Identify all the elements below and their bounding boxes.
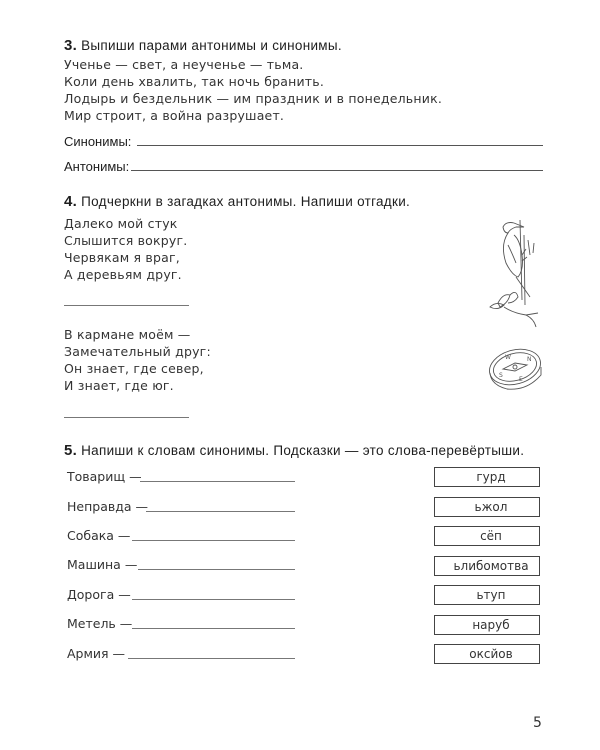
hint-box: ьлибомотва bbox=[434, 556, 540, 576]
task-3-number: 3. bbox=[64, 37, 78, 54]
synonym-answer-line[interactable] bbox=[140, 481, 295, 482]
word-label: Неправда — bbox=[67, 499, 148, 514]
task-5-instruction: Напиши к словам синонимы. Подсказки — это слова-перевёртыши. bbox=[81, 443, 525, 458]
svg-text:S: S bbox=[499, 372, 503, 379]
hint-box: ьжол bbox=[434, 497, 540, 517]
word-label: Товарищ — bbox=[67, 469, 142, 484]
synonym-answer-line[interactable] bbox=[138, 569, 295, 570]
synonym-answer-line[interactable] bbox=[132, 599, 295, 600]
hint-box: ьтуп bbox=[434, 585, 540, 605]
hint-box: гурд bbox=[434, 467, 540, 487]
word-label: Армия — bbox=[67, 646, 126, 661]
antonyms-label: Антонимы: bbox=[64, 159, 130, 174]
task-3-instruction: Выпиши парами антонимы и синонимы. bbox=[81, 38, 342, 53]
hint-box: оксйов bbox=[434, 644, 540, 664]
task-4-instruction: Подчеркни в загадках антонимы. Напиши отгадки. bbox=[81, 194, 411, 209]
proverb-line: Мир строит, а война разрушает. bbox=[64, 108, 285, 123]
synonym-answer-line[interactable] bbox=[132, 540, 295, 541]
woodpecker-icon bbox=[478, 215, 553, 330]
synonyms-label: Синонимы: bbox=[64, 134, 132, 149]
svg-text:N: N bbox=[527, 356, 532, 363]
proverb-line: Коли день хвалить, так ночь бранить. bbox=[64, 74, 325, 89]
riddle-line: В кармане моём — bbox=[64, 327, 191, 342]
svg-text:E: E bbox=[519, 376, 523, 383]
hint-box: наруб bbox=[434, 615, 540, 635]
riddle-line: Замечательный друг: bbox=[64, 344, 211, 359]
riddle-line: Слышится вокруг. bbox=[64, 233, 188, 248]
riddle-1-answer-line[interactable] bbox=[64, 305, 189, 306]
antonyms-answer-line[interactable] bbox=[131, 170, 543, 171]
riddle-line: А деревьям друг. bbox=[64, 267, 182, 282]
synonym-answer-line[interactable] bbox=[146, 511, 295, 512]
synonyms-answer-line[interactable] bbox=[137, 145, 543, 146]
proverb-line: Ученье — свет, а неученье — тьма. bbox=[64, 57, 304, 72]
word-label: Метель — bbox=[67, 616, 133, 631]
task-4-number: 4. bbox=[64, 193, 78, 210]
task-4-title bbox=[64, 193, 410, 210]
word-label: Дорога — bbox=[67, 587, 131, 602]
compass-icon bbox=[485, 345, 545, 395]
proverb-line: Лодырь и бездельник — им праздник и в понедельник. bbox=[64, 91, 442, 106]
page-number: 5 bbox=[533, 715, 542, 731]
word-label: Машина — bbox=[67, 557, 138, 572]
synonym-answer-line[interactable] bbox=[132, 628, 295, 629]
task-5-title bbox=[64, 442, 524, 459]
riddle-line: Он знает, где север, bbox=[64, 361, 204, 376]
synonym-answer-line[interactable] bbox=[128, 658, 295, 659]
riddle-line: Далеко мой стук bbox=[64, 216, 178, 231]
riddle-2-answer-line[interactable] bbox=[64, 417, 189, 418]
task-5-number: 5. bbox=[64, 442, 78, 459]
riddle-line: Червякам я враг, bbox=[64, 250, 180, 265]
svg-text:W: W bbox=[505, 354, 511, 361]
riddle-line: И знает, где юг. bbox=[64, 378, 174, 393]
task-3-title bbox=[64, 37, 342, 54]
hint-box: сёп bbox=[434, 526, 540, 546]
word-label: Собака — bbox=[67, 528, 131, 543]
